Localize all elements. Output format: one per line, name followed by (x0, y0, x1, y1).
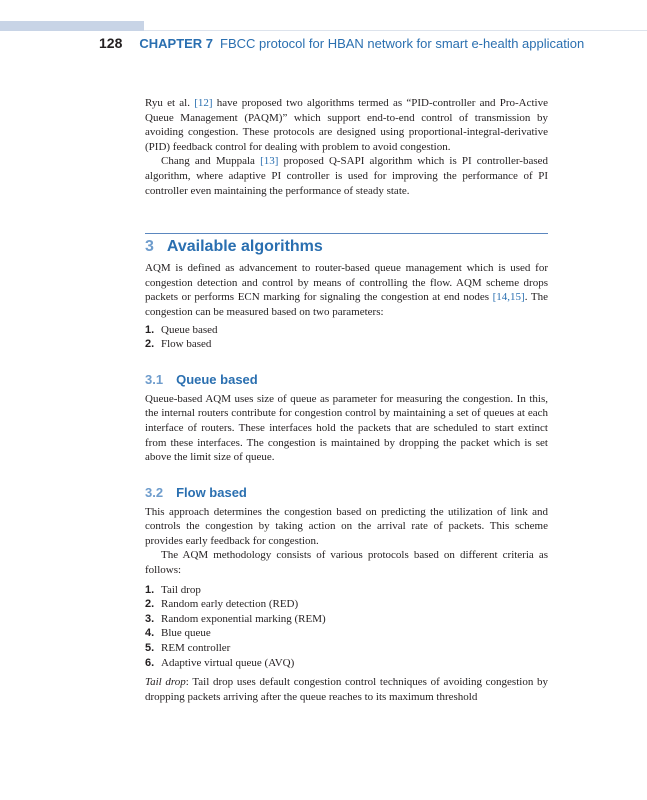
list-text: REM controller (161, 642, 231, 655)
citation-link[interactable]: [14,15] (492, 291, 525, 304)
section-number: 3 (145, 238, 154, 256)
list-item (145, 612, 548, 627)
list-item (145, 337, 548, 352)
list-text: Random early detection (RED) (161, 598, 299, 611)
intro-paragraph-2 (145, 154, 548, 198)
term: Tail drop (145, 676, 186, 689)
list-number: 6. (145, 656, 155, 669)
section32-paragraph-1: This approach determines the congestion based on predicting the utilization of link and controls the congestion by taking action on the arrival rate of packets. This scheme provides early feedback for congestion. (145, 505, 548, 547)
list-item (145, 626, 548, 641)
header-color-bar (0, 21, 144, 31)
list-item (145, 323, 548, 338)
list-number: 3. (145, 612, 155, 625)
chapter-title: FBCC protocol for HBAN network for smart e-health application (220, 36, 585, 51)
subsection-number: 3.1 (145, 371, 164, 387)
page-body (145, 96, 548, 704)
list-number: 5. (145, 642, 155, 655)
text: . The congestion can be measured based on two parameters: (145, 291, 548, 318)
parameter-list (145, 323, 548, 352)
list-item (145, 656, 548, 671)
text: : Tail drop uses default congestion control techniques of avoiding congestion by dropping packets arriving after the queue reaches to its maximum threshold (145, 676, 549, 703)
list-text: Random exponential marking (REM) (161, 612, 326, 625)
list-item (145, 597, 548, 612)
citation-link[interactable]: [12] (194, 97, 213, 109)
list-number: 2. (145, 598, 155, 611)
text: AQM is defined as advancement to router-based queue management which is used for congestion detection and control by means of controlling the flow. AQM scheme drops packets or performs ECN marking for signaling the congestion at end nodes (145, 262, 548, 304)
protocol-list (145, 583, 548, 671)
list-number: 1. (145, 583, 155, 596)
section31-paragraph: Queue-based AQM uses size of queue as parameter for measuring the congestion. In this, the internal routers contribute for congestion control by maintaining a set of queues at each interface of routers. These interfaces hold the packets that are scheduled to start extinct from these interfaces. The congestion is maintained by dropping the packet which is set above the limit size of queue. (145, 392, 548, 464)
text: have proposed two algorithms termed as “PID-controller and Pro-Active Queue Management (PAQM)” which support end-to-end control of transmission by avoiding congestion. These protocols are designed using proportional-integral-derivative (PID) feedback control for dealing with problem to avoid congestion. (145, 97, 548, 153)
subsection-title: Queue based (176, 371, 258, 387)
list-text: Adaptive virtual queue (AVQ) (161, 656, 295, 669)
text: Ryu et al. (145, 97, 195, 109)
list-text: Tail drop (161, 583, 201, 596)
intro-paragraph-1 (145, 96, 548, 154)
section-heading (145, 238, 548, 256)
chapter-label: CHAPTER 7 (139, 36, 214, 51)
section3-paragraph (145, 261, 548, 319)
section32-paragraph-2: The AQM methodology consists of various protocols based on different criteria as follows: (145, 549, 548, 577)
tail-drop-paragraph (145, 675, 548, 704)
list-item (145, 583, 548, 598)
list-text: Flow based (161, 338, 212, 351)
list-number: 4. (145, 627, 155, 640)
list-text: Blue queue (161, 627, 211, 640)
running-head (99, 35, 584, 53)
list-number: 2. (145, 338, 155, 351)
text: Chang and Muppala (161, 155, 261, 168)
subsection-heading (145, 372, 548, 387)
text: proposed Q-SAPI algorithm which is PI controller-based algorithm, where adaptive PI controller is used for improving the performance of PI controller even maintaining the performance of steady state. (145, 155, 549, 197)
citation-link[interactable]: [13] (260, 155, 279, 168)
list-item (145, 641, 548, 656)
subsection-title: Flow based (176, 484, 247, 500)
list-number: 1. (145, 323, 155, 336)
subsection-heading (145, 485, 548, 500)
header-rule (144, 30, 647, 31)
page-number: 128 (99, 35, 123, 51)
section-divider (145, 233, 548, 234)
list-text: Queue based (161, 323, 218, 336)
subsection-number: 3.2 (145, 484, 164, 500)
section-title: Available algorithms (166, 238, 323, 256)
